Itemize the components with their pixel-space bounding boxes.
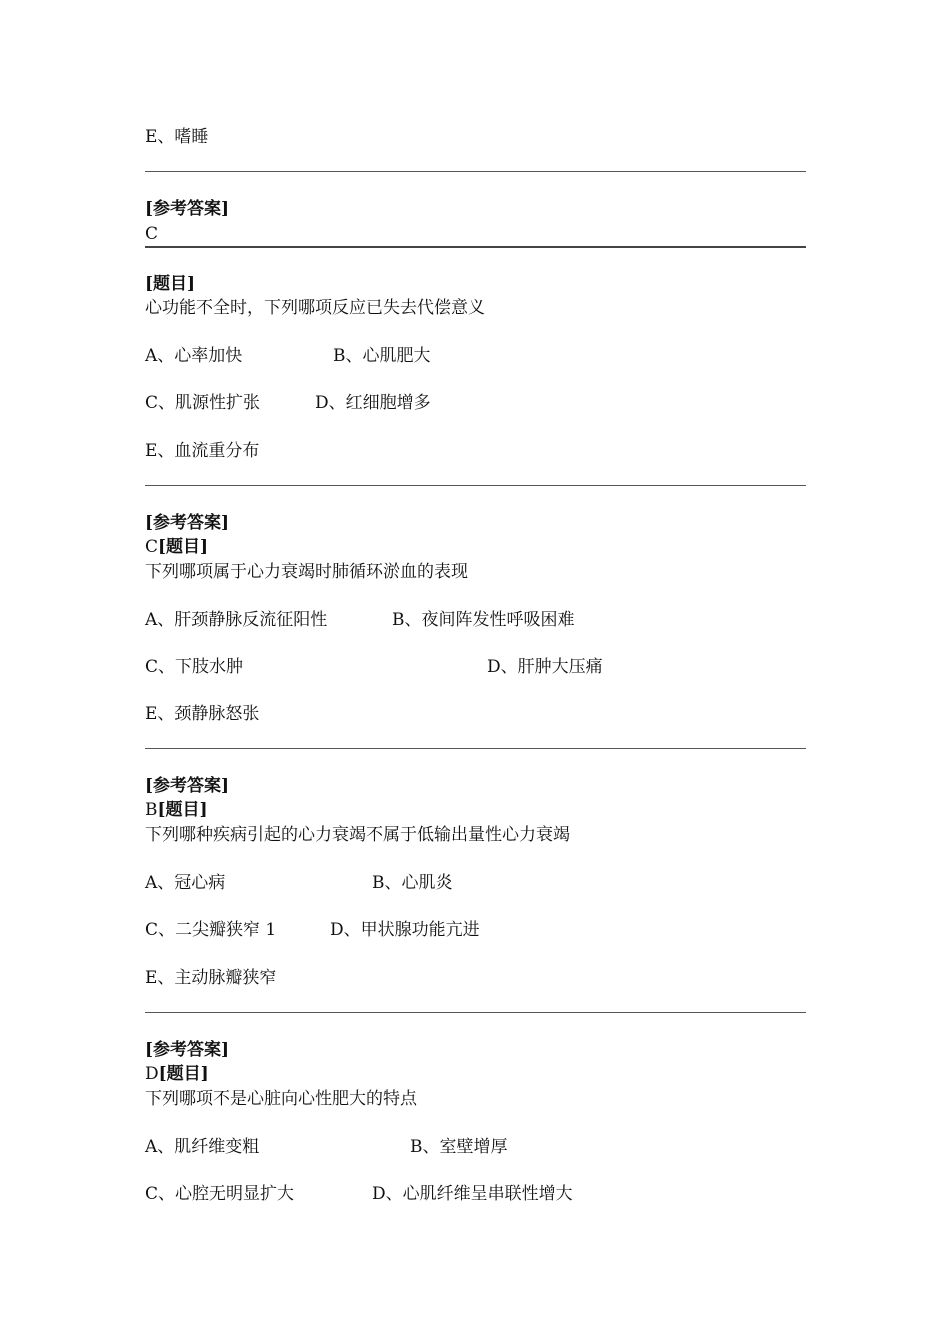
option-b: B、心肌肥大 [333,346,431,366]
answer-letter: C [145,224,159,244]
answer-row [145,799,208,821]
answer-row [145,536,208,558]
option-a: A、肌纤维变粗 [145,1137,260,1157]
option-c: C、二尖瓣狭窄 1 [145,920,277,940]
option-b: B、室壁增厚 [410,1137,508,1157]
option-d: D、甲状腺功能亢进 [330,920,480,940]
question-label: [题目] [158,537,209,557]
divider [145,485,806,486]
question-label: [题目] [157,800,208,820]
answer-label: [参考答案] [145,513,230,533]
divider [145,246,806,248]
answer-letter: C [145,537,159,557]
question-label: [题目] [158,1064,209,1084]
question-stem: 下列哪项不是心脏向心性肥大的特点 [145,1089,417,1109]
question-stem: 下列哪项属于心力衰竭时肺循环淤血的表现 [145,562,468,582]
option-e: E、主动脉瓣狭窄 [145,968,277,988]
question-label: [题目] [145,274,196,294]
option-c: C、心腔无明显扩大 [145,1184,295,1204]
option-c: C、肌源性扩张 [145,393,261,413]
option-e: E、颈静脉怒张 [145,704,260,724]
answer-row [145,1063,209,1085]
option-c: C、下肢水肿 [145,657,244,677]
option-d: D、红细胞增多 [315,393,431,413]
option-e: E、嗜睡 [145,127,209,147]
option-b: B、心肌炎 [372,873,453,893]
answer-label: [参考答案] [145,776,230,796]
answer-letter: D [145,1064,159,1084]
option-d: D、心肌纤维呈串联性增大 [372,1184,573,1204]
divider [145,1012,806,1013]
option-a: A、肝颈静脉反流征阳性 [145,610,328,630]
answer-letter: B [145,800,158,820]
option-e: E、血流重分布 [145,441,260,461]
option-d: D、肝肿大压痛 [487,657,603,677]
answer-label: [参考答案] [145,199,230,219]
option-a: A、心率加快 [145,346,243,366]
divider [145,171,806,172]
option-b: B、夜间阵发性呼吸困难 [392,610,575,630]
option-a: A、冠心病 [145,873,226,893]
divider [145,748,806,749]
answer-label: [参考答案] [145,1040,230,1060]
question-stem: 下列哪种疾病引起的心力衰竭不属于低输出量性心力衰竭 [145,825,570,845]
question-stem: 心功能不全时，下列哪项反应已失去代偿意义 [145,298,485,318]
